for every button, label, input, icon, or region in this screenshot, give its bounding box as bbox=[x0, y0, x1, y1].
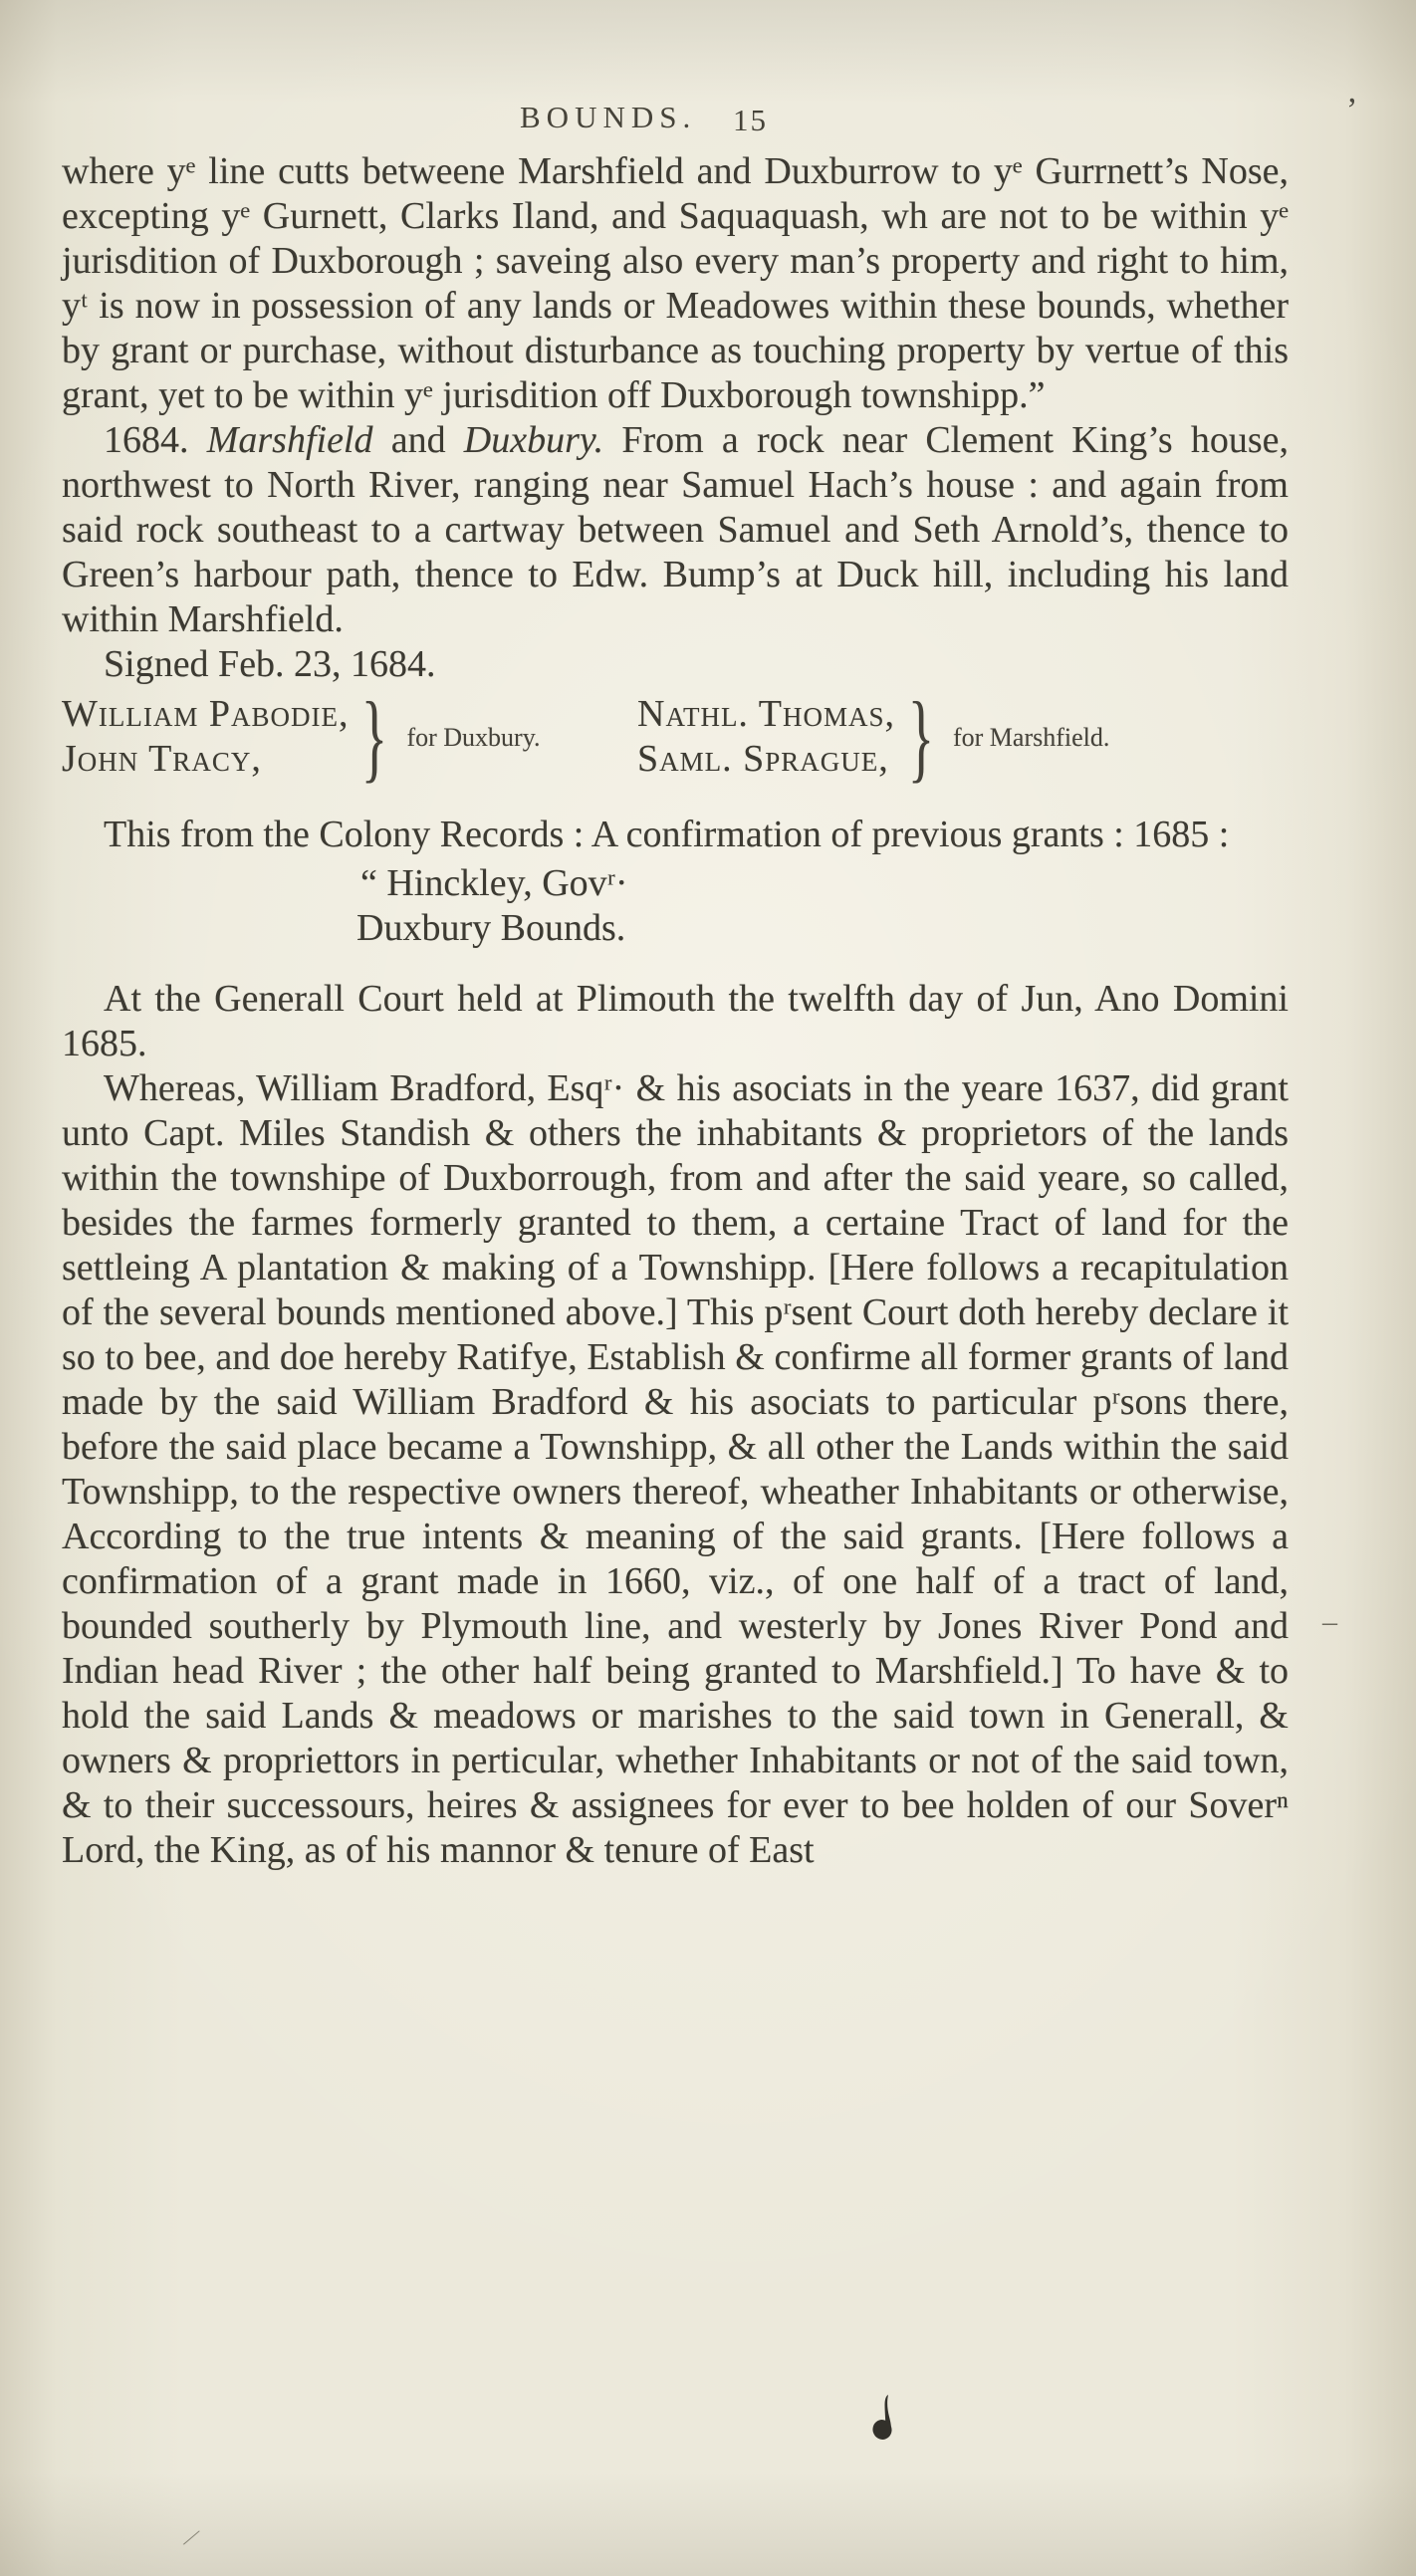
signatory-names bbox=[637, 692, 895, 782]
signature-label: for Duxbury. bbox=[406, 722, 541, 752]
signature-group-duxbury bbox=[62, 681, 637, 792]
text-run: 1684. bbox=[104, 419, 207, 461]
signatory-name: John Tracy, bbox=[62, 738, 262, 780]
scan-artifact: ∕ bbox=[185, 2522, 197, 2553]
paragraph-whereas-grant: Whereas, William Bradford, Esqʳ· & his asociats in the yeare 1637, did grant unto Capt. Miles Standish & others the inhabitants & proprietors of the lands within the townshipe of Duxborrough, from and after the said yeare, so called, besides the farmes formerly granted to them, a certaine Tract of land for the settleing A plantation & making of a Townshipp. [Here follows a recapitulation of the several bounds mentioned above.] This pʳsent Court doth hereby declare it so to bee, and doe hereby Ratifye, Establish & confirme all former grants of land made by the said William Bradford & his asociats to particular pʳsons there, before the said place became a Townshipp, & all other the Lands within the said Townshipp, to the respective owners thereof, wheather Inhabitants or otherwise, According to the true intents & meaning of the said grants. [Here follows a confirmation of a grant made in 1660, viz., of one half of a tract of land, bounded southerly by Plymouth line, and westerly by Jones River Pond and Indian head River ; the other half being granted to Marshfield.] To have & to hold the said Lands & meadows or marishes to the said town in Generall, & owners & propriettors in perticular, whether Inhabitants or not of the said town, & to their successours, heires & assignees for ever to bee holden of our Soverⁿ Lord, the King, as of his mannor & tenure of East bbox=[62, 1067, 1289, 1871]
signature-group-marshfield bbox=[637, 681, 1289, 792]
text-run: From a rock near Clement King’s house, northwest to North River, ranging near Samuel Hach’s house : and again from said rock southeast to a cartway between Samuel and Seth Arnold’s, thence to Green’s harbour path, thence to Edw. Bump’s at Duck hill, including his land within Marshfield. bbox=[62, 419, 1290, 640]
italic-run-marshfield: Marshfield bbox=[206, 419, 373, 461]
scan-artifact: ’ bbox=[1346, 92, 1358, 128]
page-text bbox=[62, 149, 1289, 1873]
paragraph-signed-date: Signed Feb. 23, 1684. bbox=[104, 643, 436, 685]
signatory-name: William Pabodie, bbox=[62, 693, 350, 735]
ink-blot bbox=[870, 2394, 902, 2442]
paragraph-1684-marshfield-duxbury bbox=[62, 418, 1289, 642]
paragraph-bounds-continuation: where yᵉ line cutts betweene Marshfield and Duxburrow to yᵉ Gurrnett’s Nose, excepting yᵉ Gurnett, Clarks Iland, and Saquaquash, wh are not to be within yᵉ jurisdition of Duxborough ; saveing also every man’s property and right to him, yᵗ is now in possession of any lands or Meadowes within these bounds, whether by grant or purchase, without disturbance as touching property by vertue of this grant, yet to be within yᵉ jurisdition off Duxborough townshipp.” bbox=[62, 150, 1289, 416]
page-number: 15 bbox=[733, 103, 768, 137]
signatory-name: Saml. Sprague, bbox=[637, 738, 889, 780]
brace-glyph: } bbox=[361, 681, 388, 792]
paragraph-colony-records: This from the Colony Records : A confirmation of previous grants : 1685 : bbox=[104, 814, 1230, 855]
scan-artifact: – bbox=[1322, 1605, 1337, 1638]
paragraph-generall-court: At the Generall Court held at Plimouth the twelfth day of Jun, Ano Domini 1685. bbox=[62, 978, 1289, 1064]
signatory-name: Nathl. Thomas, bbox=[637, 693, 895, 735]
section-subheading: Duxbury Bounds. bbox=[356, 907, 626, 949]
running-head: BOUNDS. bbox=[520, 100, 697, 134]
signature-block bbox=[62, 681, 1289, 792]
attribution-line: “ Hinckley, Govʳ· bbox=[360, 862, 628, 904]
signature-label: for Marshfield. bbox=[952, 722, 1110, 752]
brace-glyph: } bbox=[907, 681, 935, 792]
italic-run-duxbury: Duxbury. bbox=[463, 419, 604, 461]
text-run: and bbox=[372, 419, 464, 461]
signatory-names bbox=[62, 692, 349, 782]
